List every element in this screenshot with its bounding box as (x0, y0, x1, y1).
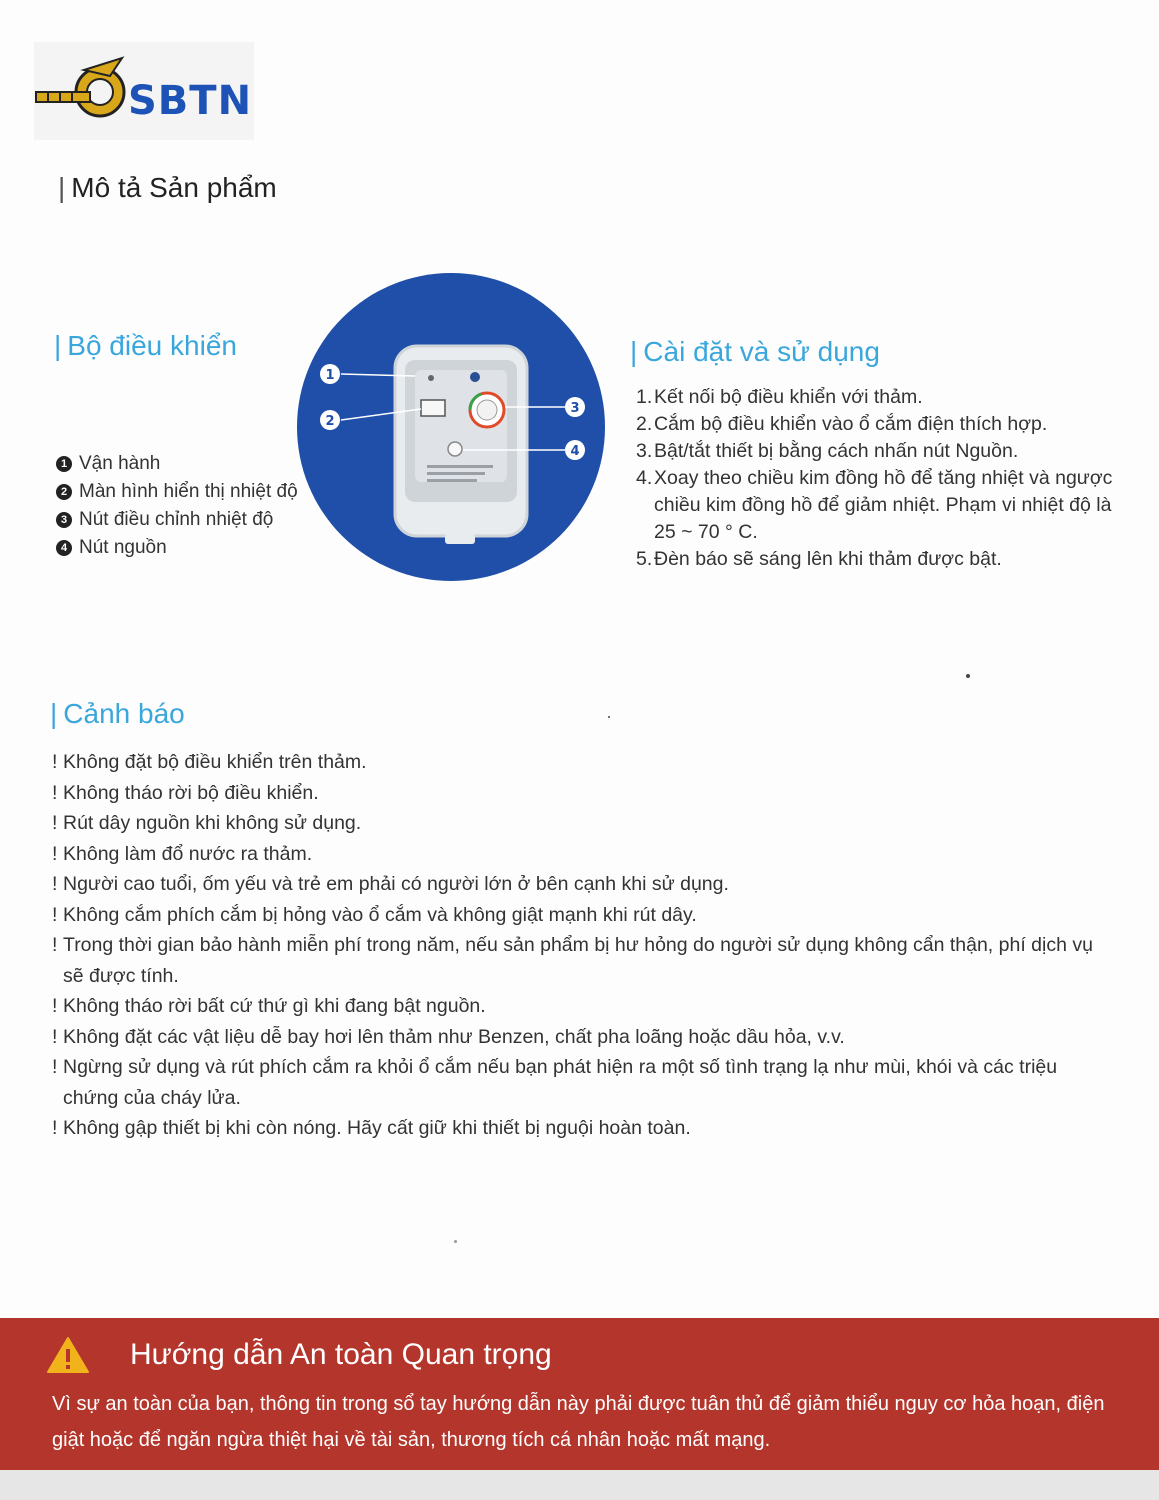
title-bar: | (58, 172, 66, 203)
step-number: 2. (636, 413, 653, 435)
setup-step (636, 384, 1136, 411)
callout-number: 4 (570, 444, 580, 459)
step-text: Xoay theo chiều kim đồng hồ để tăng nhiệt và ngược chiều kim đồng hồ để giảm nhiệt. Phạm vi nhiệt độ là 25 ~ 70 ° C. (654, 467, 1113, 543)
step-number: 5. (636, 548, 653, 570)
setup-step (636, 465, 1136, 546)
safety-text: Vì sự an toàn của bạn, thông tin trong sổ tay hướng dẫn này phải được tuân thủ để giảm thiểu nguy cơ hỏa hoạn, điện giật hoặc để ngăn ngừa thiệt hại về tài sản, thương tích cá nhân hoặc mất mạng. (52, 1393, 1105, 1451)
controller-illustration-svg (295, 272, 607, 582)
controller-heading: | Bộ điều khiển (54, 330, 237, 361)
legend-number: 3 (56, 512, 72, 528)
controller-heading-text: Bộ điều khiển (67, 330, 237, 361)
page-title (58, 172, 277, 204)
legend-label: Nút điều chỉnh nhiệt độ (79, 509, 274, 530)
step-number: 4. (636, 467, 653, 489)
warning-item: ! Không đặt bộ điều khiển trên thảm. (52, 747, 1112, 778)
warning-item: ! Trong thời gian bảo hành miễn phí trong năm, nếu sản phẩm bị hư hỏng do người sử dụng không cẩn thận, phí dịch vụ sẽ được tính. (52, 930, 1112, 991)
legend-item (56, 478, 298, 506)
step-number: 3. (636, 440, 653, 462)
warning-item: ! Không cắm phích cắm bị hỏng vào ổ cắm và không giật mạnh khi rút dây. (52, 900, 1112, 931)
warning-triangle-icon (46, 1336, 90, 1374)
legend-label: Nút nguồn (79, 537, 167, 558)
setup-heading: | Cài đặt và sử dụng (630, 336, 880, 367)
controller-legend (56, 450, 298, 562)
setup-step (636, 438, 1136, 465)
brand-mark-icon (470, 372, 480, 382)
warning-item: ! Không làm đổ nước ra thảm. (52, 839, 1112, 870)
step-text: Bật/tắt thiết bị bằng cách nhấn nút Nguồn. (654, 440, 1019, 462)
legend-item (56, 506, 298, 534)
warning-item: ! Không gập thiết bị khi còn nóng. Hãy cất giữ khi thiết bị nguội hoàn toàn. (52, 1113, 1112, 1144)
page-title-text: Mô tả Sản phẩm (71, 172, 277, 203)
warning-item: ! Người cao tuổi, ốm yếu và trẻ em phải có người lớn ở bên cạnh khi sử dụng. (52, 869, 1112, 900)
step-number: 1. (636, 386, 653, 408)
temperature-display (421, 400, 445, 416)
legend-number: 2 (56, 484, 72, 500)
operation-indicator (428, 375, 434, 381)
legend-item (56, 450, 298, 478)
scan-speck (454, 1240, 457, 1243)
legend-item (56, 534, 298, 562)
warning-item: ! Không tháo rời bất cứ thứ gì khi đang bật nguồn. (52, 991, 1112, 1022)
step-text: Kết nối bộ điều khiển với thảm. (654, 386, 923, 408)
warning-item: ! Rút dây nguồn khi không sử dụng. (52, 808, 1112, 839)
scan-speck (608, 716, 610, 718)
setup-step (636, 411, 1136, 438)
setup-step (636, 546, 1136, 573)
legend-number: 4 (56, 540, 72, 556)
power-button (448, 442, 462, 456)
warning-item: ! Ngừng sử dụng và rút phích cắm ra khỏi ổ cắm nếu bạn phát hiện ra một số tình trạng lạ như mùi, khói và các triệu chứng của cháy lửa. (52, 1052, 1112, 1113)
warning-item: ! Không đặt các vật liệu dễ bay hơi lên thảm như Benzen, chất pha loãng hoặc dầu hỏa, v.v. (52, 1022, 1112, 1053)
page-bottom-edge (0, 1470, 1159, 1500)
step-text: Cắm bộ điều khiển vào ổ cắm điện thích hợp. (654, 413, 1048, 435)
warning-heading-text: Cảnh báo (63, 698, 185, 729)
legend-number: 1 (56, 456, 72, 472)
callout-number: 1 (325, 368, 335, 383)
setup-heading-text: Cài đặt và sử dụng (643, 336, 880, 367)
logo-emblem-icon (34, 52, 134, 130)
legend-label: Màn hình hiển thị nhiệt độ (79, 481, 298, 502)
legend-label: Vận hành (79, 453, 161, 474)
logo-text: SBTN (128, 78, 253, 124)
callout-number: 2 (325, 414, 335, 429)
safety-title: Hướng dẫn An toàn Quan trọng (130, 1338, 552, 1371)
step-text: Đèn báo sẽ sáng lên khi thảm được bật. (654, 548, 1002, 570)
scan-speck (966, 674, 970, 678)
callout-number: 3 (570, 401, 580, 416)
setup-steps (636, 384, 1136, 573)
warning-item: ! Không tháo rời bộ điều khiển. (52, 778, 1112, 809)
warning-list (52, 747, 1112, 1144)
controller-illustration (295, 272, 607, 582)
warning-heading: | Cảnh báo (50, 698, 185, 729)
